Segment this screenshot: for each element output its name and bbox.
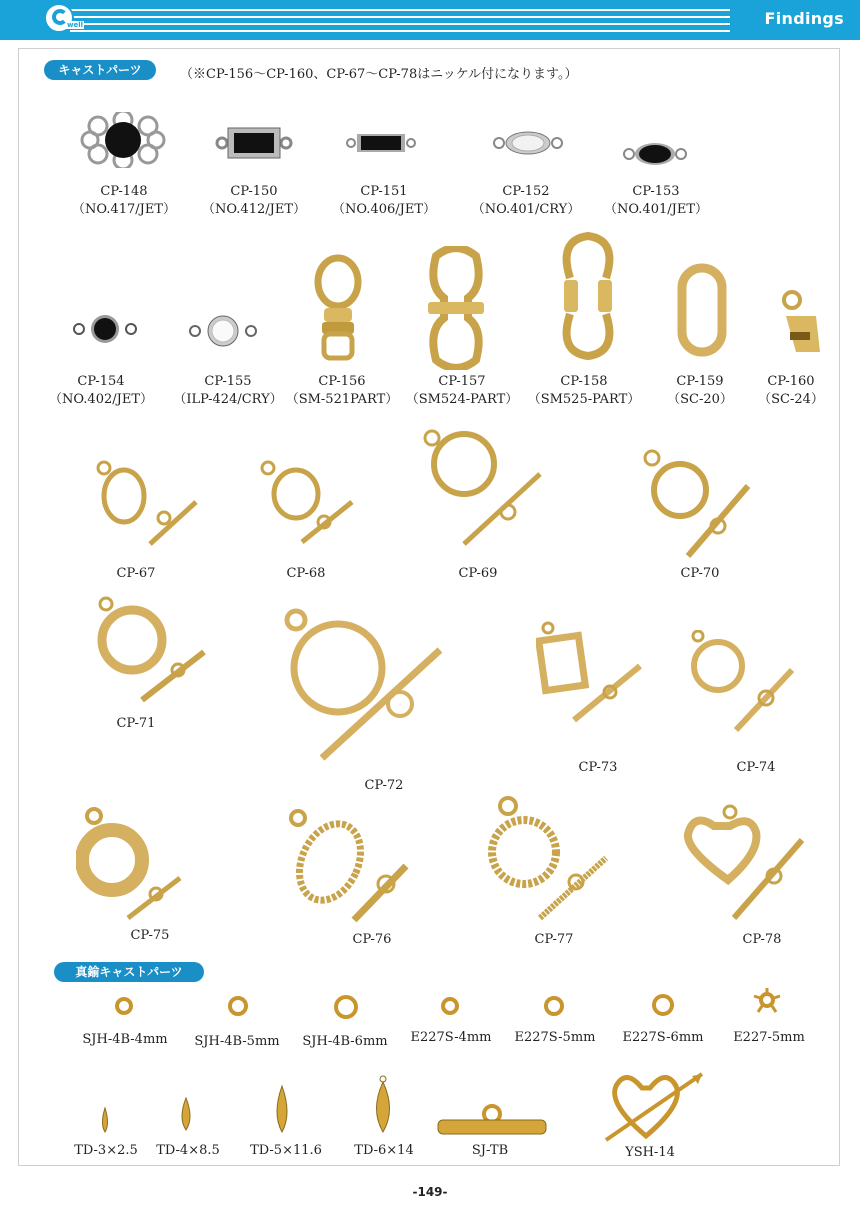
product-label-cp158: CP-158 （SM525-PART） (527, 374, 641, 407)
cast-link-photo (424, 246, 488, 370)
product-label-cp150: CP-150 （NO.412/JET） (202, 184, 306, 217)
product-label-sjh-4b-5mm: SJH-4B-5mm (194, 1034, 280, 1049)
product-label-cp76: CP-76 (352, 932, 392, 947)
header-stripe (70, 23, 730, 25)
product-label-cp148: CP-148 （NO.417/JET） (72, 184, 176, 217)
toggle-clasp-photo (488, 796, 618, 924)
jewel-connector-photo (212, 124, 296, 162)
page-title: Findings (764, 9, 844, 28)
jewel-connector-photo (345, 130, 417, 156)
product-label-e227s-4mm: E227S-4mm (410, 1030, 492, 1045)
brass-setting-photo (440, 996, 460, 1016)
cast-link-photo (556, 228, 620, 364)
product-label-cp70: CP-70 (680, 566, 720, 581)
brass-setting-photo (650, 992, 676, 1018)
toggle-clasp-photo (680, 804, 810, 924)
product-label-cp67: CP-67 (116, 566, 156, 581)
product-label-td-3x2.5: TD-3×2.5 (74, 1143, 138, 1158)
toggle-clasp-photo (638, 446, 768, 562)
product-label-td-5x11.6: TD-5×11.6 (250, 1143, 322, 1158)
brass-setting-photo (226, 994, 250, 1018)
product-label-cp155: CP-155 （ILP-424/CRY） (173, 374, 283, 407)
heart-arrow-photo (602, 1066, 706, 1146)
header-stripe (70, 16, 730, 18)
product-label-td-4x8.5: TD-4×8.5 (156, 1143, 220, 1158)
product-label-cp68: CP-68 (286, 566, 326, 581)
toggle-clasp-photo (418, 424, 548, 550)
product-label-cp154: CP-154 （NO.402/JET） (49, 374, 153, 407)
section-note: （※CP-156〜CP-160、CP-67〜CP-78はニッケル付になります。） (180, 67, 578, 82)
tube-bail-photo (434, 1104, 550, 1138)
jewel-connector-photo (72, 314, 138, 344)
product-label-e227s-5mm: E227S-5mm (514, 1030, 596, 1045)
product-label-td-6x14: TD-6×14 (354, 1143, 414, 1158)
toggle-clasp-photo (256, 458, 356, 548)
header-stripe (70, 9, 730, 11)
product-label-cp151: CP-151 （NO.406/JET） (332, 184, 436, 217)
product-label-cp153: CP-153 （NO.401/JET） (604, 184, 708, 217)
page-header (0, 0, 860, 40)
product-label-cp73: CP-73 (578, 760, 618, 775)
jewel-connector-photo (622, 140, 688, 168)
product-label-cp75: CP-75 (130, 928, 170, 943)
teardrop-photo (368, 1074, 398, 1134)
product-label-cp72: CP-72 (364, 778, 404, 793)
product-label-cp69: CP-69 (458, 566, 498, 581)
toggle-clasp-photo (96, 596, 212, 708)
cast-link-photo (676, 262, 728, 358)
product-label-e227s-6mm: E227S-6mm (622, 1030, 704, 1045)
teardrop-photo (176, 1096, 196, 1132)
section-title-brass-cast-parts: 真鍮キャストパーツ (54, 962, 204, 982)
product-label-e227-5mm: E227-5mm (733, 1030, 805, 1045)
product-label-cp157: CP-157 （SM524-PART） (405, 374, 519, 407)
jewel-setting-photo (80, 112, 166, 168)
product-label-cp74: CP-74 (736, 760, 776, 775)
toggle-clasp-photo (76, 806, 186, 924)
teardrop-photo (98, 1106, 112, 1134)
product-label-cp152: CP-152 （NO.401/CRY） (471, 184, 581, 217)
header-stripe (70, 30, 730, 32)
product-label-cp160: CP-160 （SC-24） (758, 374, 824, 407)
product-label-sj-tb: SJ-TB (471, 1143, 509, 1158)
brass-setting-photo (542, 994, 566, 1018)
toggle-clasp-photo (92, 458, 202, 550)
toggle-clasp-photo (536, 620, 646, 724)
brass-setting-photo (114, 996, 134, 1016)
page-number: -149- (412, 1185, 448, 1199)
brand-logo: well (44, 3, 74, 33)
jewel-connector-photo (188, 314, 258, 348)
product-label-cp156: CP-156 （SM-521PART） (285, 374, 399, 407)
cast-link-photo (308, 252, 368, 364)
toggle-clasp-photo (282, 808, 412, 924)
section-title-cast-parts: キャストパーツ (44, 60, 156, 80)
product-label-ysh-14: YSH-14 (625, 1145, 675, 1160)
toggle-clasp-photo (680, 630, 796, 734)
teardrop-photo (270, 1084, 294, 1134)
jewel-connector-photo (492, 130, 564, 156)
toggle-clasp-photo (282, 608, 448, 770)
product-label-sjh-4b-4mm: SJH-4B-4mm (82, 1032, 168, 1047)
brass-setting-photo (332, 994, 360, 1020)
cast-link-photo (776, 286, 828, 358)
product-label-cp77: CP-77 (534, 932, 574, 947)
product-label-sjh-4b-6mm: SJH-4B-6mm (302, 1034, 388, 1049)
product-label-cp71: CP-71 (116, 716, 156, 731)
product-label-cp78: CP-78 (742, 932, 782, 947)
brass-setting-photo (752, 986, 782, 1014)
product-label-cp159: CP-159 （SC-20） (667, 374, 733, 407)
